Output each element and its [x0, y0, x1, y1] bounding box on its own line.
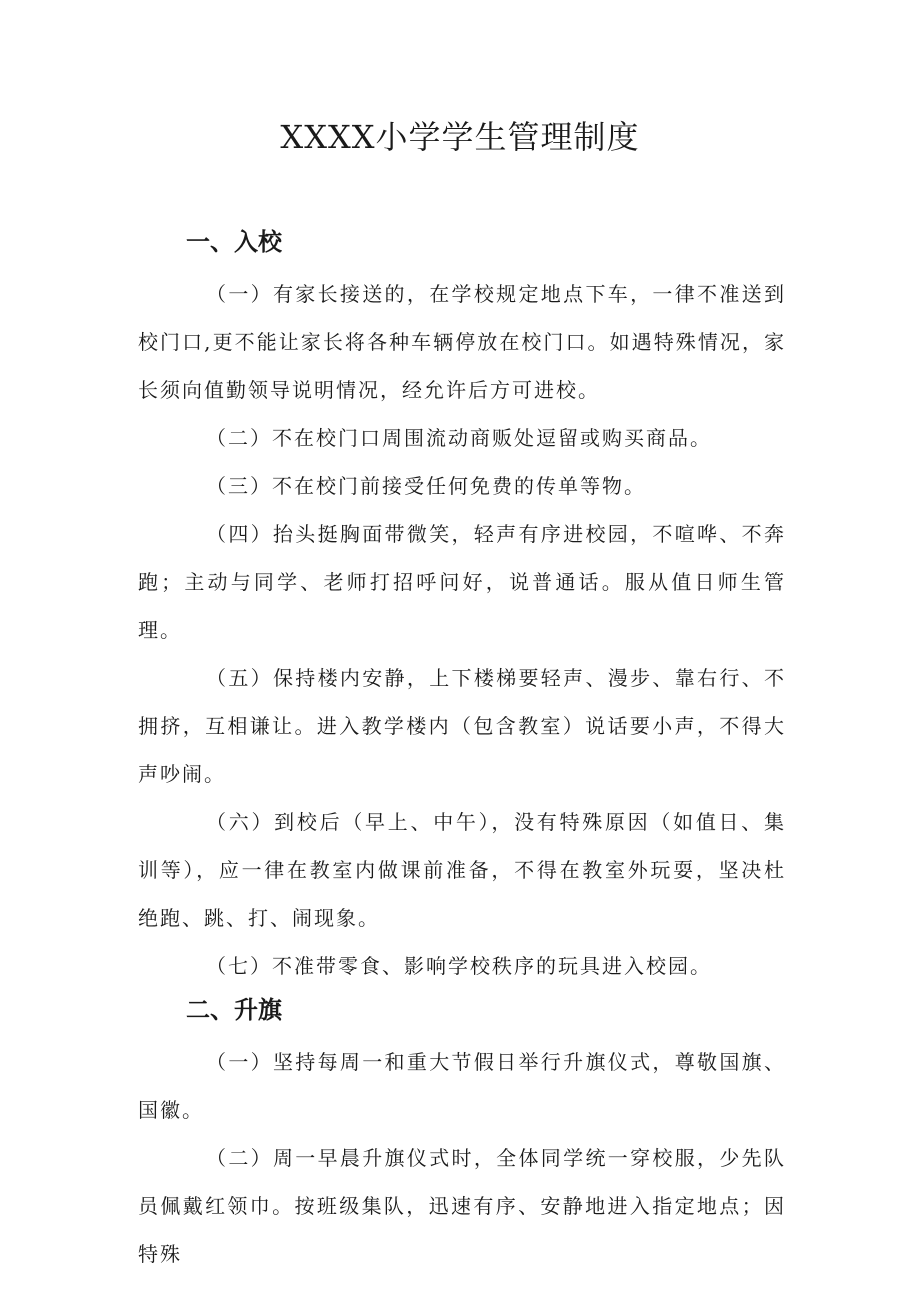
- paragraph: （三）不在校门前接受任何免费的传单等物。: [206, 474, 646, 498]
- paragraph: （一）有家长接送的，在学校规定地点下车，一律不准送到校门口,更不能让家长将各种车辆停放在校门口。如遇特殊情况，家长须向值勤领导说明情况，经允许后方可进校。: [138, 282, 786, 402]
- section-heading: 二、升旗: [186, 996, 282, 1024]
- document-body: [138, 222, 786, 1278]
- paragraph: （二）不在校门口周围流动商贩处逗留或购买商品。: [206, 426, 712, 450]
- paragraph: （六）到校后（早上、中午），没有特殊原因（如值日、集训等），应一律在教室内做课前准备，不得在教室外玩耍，坚决杜绝跑、跳、打、闹现象。: [138, 810, 786, 930]
- section-flag-raising: [138, 990, 786, 1278]
- paragraph: （七）不准带零食、影响学校秩序的玩具进入校园。: [206, 954, 712, 978]
- paragraph: （四）抬头挺胸面带微笑，轻声有序进校园，不喧哗、不奔跑；主动与同学、老师打招呼问好，说普通话。服从值日师生管理。: [138, 522, 786, 642]
- section-heading: 一、入校: [186, 228, 282, 256]
- paragraph: （二）周一早晨升旗仪式时，全体同学统一穿校服，少先队员佩戴红领巾。按班级集队，迅速有序、安静地进入指定地点；因特殊: [138, 1146, 786, 1266]
- section-entering-school: [138, 222, 786, 990]
- paragraph: （一）坚持每周一和重大节假日举行升旗仪式，尊敬国旗、国徽。: [138, 1050, 786, 1122]
- document-title: XXXX小学学生管理制度: [280, 118, 640, 156]
- paragraph: （五）保持楼内安静，上下楼梯要轻声、漫步、靠右行、不拥挤，互相谦让。进入教学楼内（包含教室）说话要小声，不得大声吵闹。: [138, 666, 786, 786]
